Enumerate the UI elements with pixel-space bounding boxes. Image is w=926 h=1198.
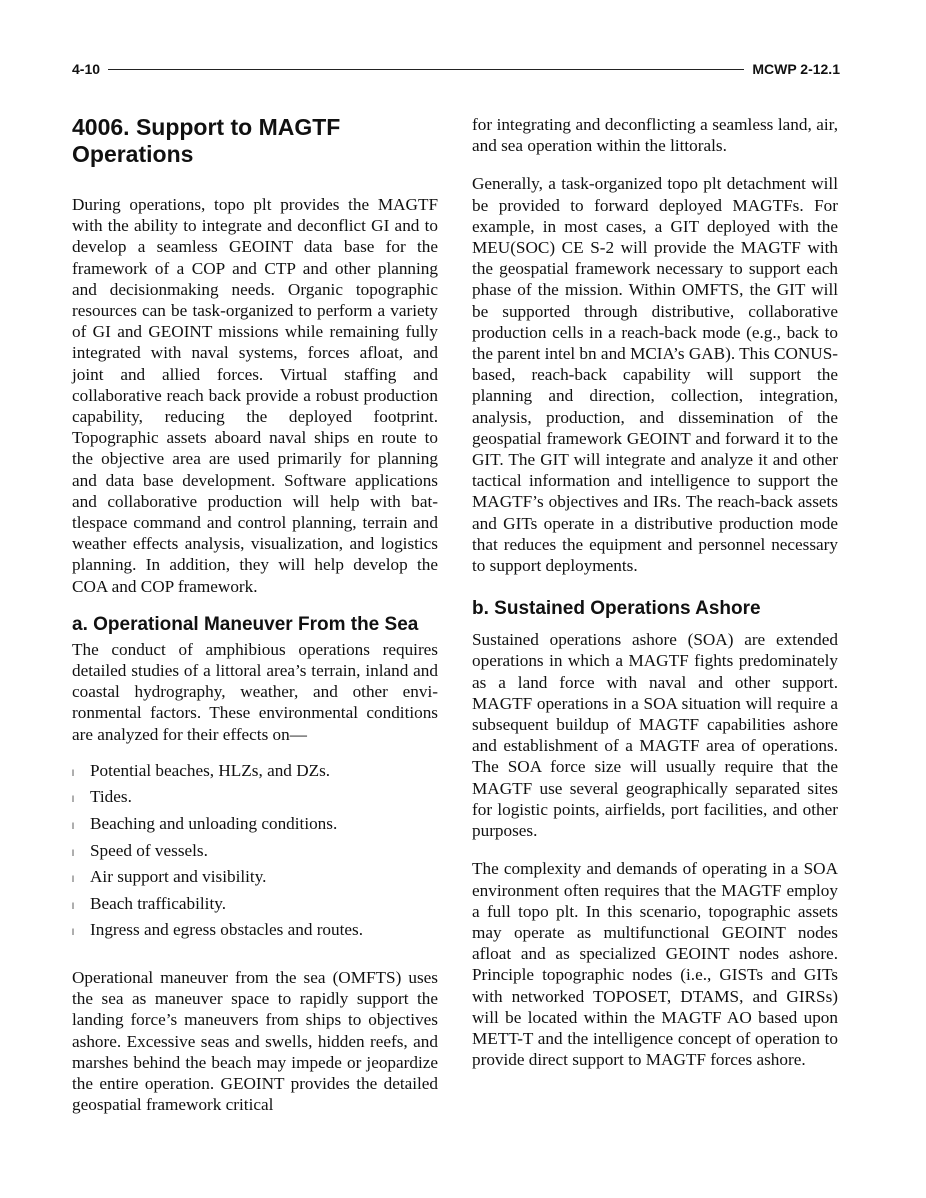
section-title: 4006. Support to MAGTF Operations [72,114,341,167]
list-item-text: Beaching and unloading conditions. [90,814,338,834]
left-column [72,110,438,1115]
bullet-icon: l [72,927,74,938]
effects-bullet-list [72,759,438,945]
detachment-paragraph: Generally, a task-organized topo plt detachment will be provided to forward deployed MAGTFs. For example, in most cases, a GIT deployed with the MEU(SOC) CE S-2 will provide the MAGTF with the geospatial framework necessary to support each phase of the mission. Within OMFTS, the GIT will be supported through distributive, collaborative production cells in a reach-back mode (e.g., back to the parent intel bn and MCIA’s GAB). This CONUS-based, reach-back capability will support the planning and direction, collection, integration, analysis, production, and dissemination of the geospatial framework GEOINT and forward it to the GIT. The GIT will integrate and analyze it and other tactical information and intelligence to support the MAGTF’s objectives and IRs. The reach-back assets and GITs operate in a distributive production mode that reduces the equipment and personnel necessary to support deployments. [472,174,838,576]
list-item [72,918,438,945]
subsection-a-title: a. Operational Maneuver From the Sea [72,613,419,635]
soa-paragraph-1: Sustained operations ashore (SOA) are extended operations in which a MAGTF fights predominately as a land force with naval and other support. MAGTF operations in a SOA situation will require a subsequent buildup of MAGTF capabilities ashore and establishment of a MAGTF area of operations. The SOA force size will usually require that the MAGTF use several geographically separated sites for logistic points, airfields, port facilities, and other purposes. [472,630,838,841]
bullet-icon: l [72,847,74,858]
subsection-b-title: b. Sustained Operations Ashore [472,598,761,620]
list-item-text: Speed of vessels. [90,840,208,860]
intro-paragraph: During operations, topo plt provides the MAGTF with the ability to integrate and deconflict GI and to develop a seamless GEOINT data base for the framework of a COP and CTP and other planning and decisionmaking needs. Organic topographic resources can be task-organized to perform a variety of GI and GEOINT missions while remaining fully integrated with naval systems, forces afloat, and joint and allied forces. Virtual staffing and collaborative reach back provide a robust production capability, reducing the deployed footprint. Topographic assets aboard naval ships en route to the objective area are used primarily for planning and data base development. Software applications and collaborative production will help with battlespace command and control planning, terrain and weather effects analysis, visualization, and logistics planning. In addition, they will help develop the COA and COP framework. [72,195,438,596]
page-number: 4-10 [72,61,101,77]
list-item [72,892,438,919]
list-item [72,785,438,812]
document-id: MCWP 2-12.1 [752,61,840,77]
list-item-text: Beach trafficability. [90,893,227,913]
list-item [72,759,438,786]
bullet-icon: l [72,900,74,911]
list-item [72,812,438,839]
soa-paragraph-2: The complexity and demands of operating in a SOA environment often requires that the MAGTF employ a full topo plt. In this scenario, topographic assets may operate as multifunctional GEOINT nodes afloat and as specialized GEOINT nodes ashore. Principle topographic nodes (i.e., GISTs and GITs with networked TOPOSET, DTAMS, and GIRSs) will be located within the MAGTF AO based upon METT-T and the intelligence concept of operation to provide direct support to MAGTF forces ashore. [472,859,838,1070]
bullet-icon: l [72,794,74,805]
bullet-icon: l [72,767,74,778]
subsection-a-paragraph: The conduct of amphibious operations requires detailed studies of a littoral area’s terrain, inland and coastal hydrography, weather, and other environmental factors. These environmental conditions are analyzed for their effects on— [72,639,438,744]
continuation-paragraph: for integrating and deconflicting a seamless land, air, and sea operation within the littorals. [472,115,838,156]
header-rule [108,69,744,70]
right-column [472,110,838,1070]
list-item [72,839,438,866]
bullet-icon: l [72,821,74,832]
omfts-paragraph: Operational maneuver from the sea (OMFTS) uses the sea as maneuver space to rapidly support the landing force’s maneuvers from ships to objectives ashore. Excessive seas and swells, hidden reefs, and marshes behind the beach may impede or jeopardize the entire operation. GEOINT provides the detailed geospatial framework critical [72,968,438,1115]
list-item-text: Potential beaches, HLZs, and DZs. [90,760,331,780]
list-item [72,865,438,892]
list-item-text: Ingress and egress obstacles and routes. [90,920,364,940]
list-item-text: Tides. [90,787,132,807]
page-header [72,58,840,80]
list-item-text: Air support and visibility. [90,867,267,887]
bullet-icon: l [72,874,74,885]
